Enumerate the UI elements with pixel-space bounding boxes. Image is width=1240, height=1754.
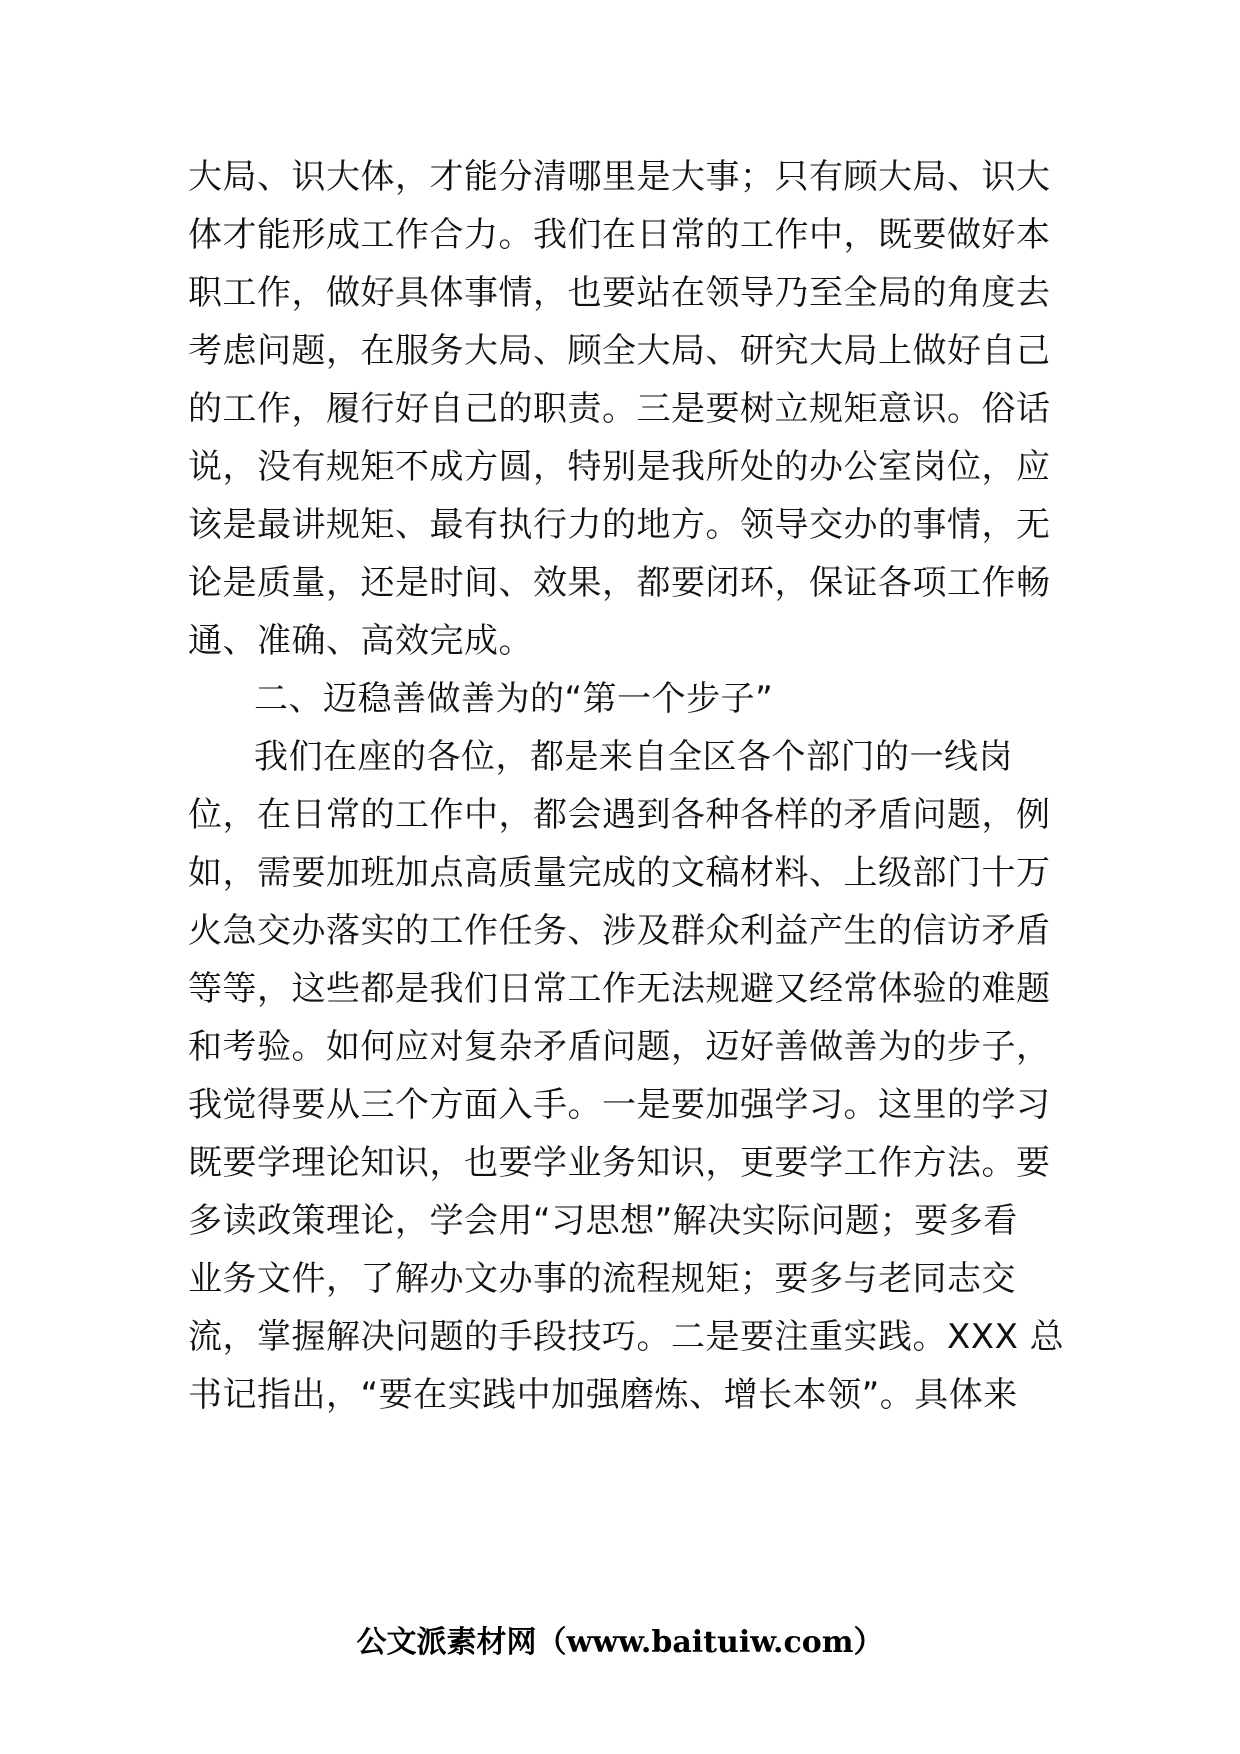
body-text-line: 业务文件，了解办文办事的流程规矩；要多与老同志交: [188, 1259, 1016, 1299]
body-text-line: 该是最讲规矩、最有执行力的地方。领导交办的事情，无: [188, 505, 1051, 545]
body-text-line: 的工作，履行好自己的职责。三是要树立规矩意识。俗话: [188, 389, 1051, 429]
body-text-line: 通、准确、高效完成。: [188, 621, 533, 661]
body-text-line: 多读政策理论，学会用“习思想”解决实际问题；要多看: [188, 1201, 1018, 1241]
body-text-line: 体才能形成工作合力。我们在日常的工作中，既要做好本: [188, 215, 1051, 255]
body-text-line: 既要学理论知识，也要学业务知识，更要学工作方法。要: [188, 1143, 1051, 1183]
body-text-line: 考虑问题，在服务大局、顾全大局、研究大局上做好自己: [188, 331, 1051, 371]
body-text-line: 我觉得要从三个方面入手。一是要加强学习。这里的学习: [188, 1085, 1051, 1125]
body-text-line: 火急交办落实的工作任务、涉及群众利益产生的信访矛盾: [188, 911, 1051, 951]
body-text-line: 如，需要加班加点高质量完成的文稿材料、上级部门十万: [188, 853, 1051, 893]
paragraph-first-line: 我们在座的各位，都是来自全区各个部门的一线岗: [254, 737, 1013, 777]
body-text-line: 大局、识大体，才能分清哪里是大事；只有顾大局、识大: [188, 157, 1051, 197]
section-heading: 二、迈稳善做善为的“第一个步子”: [254, 679, 774, 719]
body-text-line: 说，没有规矩不成方圆，特别是我所处的办公室岗位，应: [188, 447, 1051, 487]
body-text-line: 和考验。如何应对复杂矛盾问题，迈好善做善为的步子，: [188, 1027, 1051, 1067]
body-text-line: 流，掌握解决问题的手段技巧。二是要注重实践。XXX 总: [188, 1317, 1065, 1357]
body-text-line: 书记指出，“要在实践中加强磨炼、增长本领”。具体来: [188, 1375, 1018, 1415]
body-text-line: 职工作，做好具体事情，也要站在领导乃至全局的角度去: [188, 273, 1051, 313]
body-text-line: 论是质量，还是时间、效果，都要闭环，保证各项工作畅: [188, 563, 1051, 603]
body-text-line: 位，在日常的工作中，都会遇到各种各样的矛盾问题，例: [188, 795, 1051, 835]
body-text-line: 等等，这些都是我们日常工作无法规避又经常体验的难题: [188, 969, 1051, 1009]
footer-watermark: 公文派素材网（www.baituiw.com）: [356, 1625, 884, 1660]
